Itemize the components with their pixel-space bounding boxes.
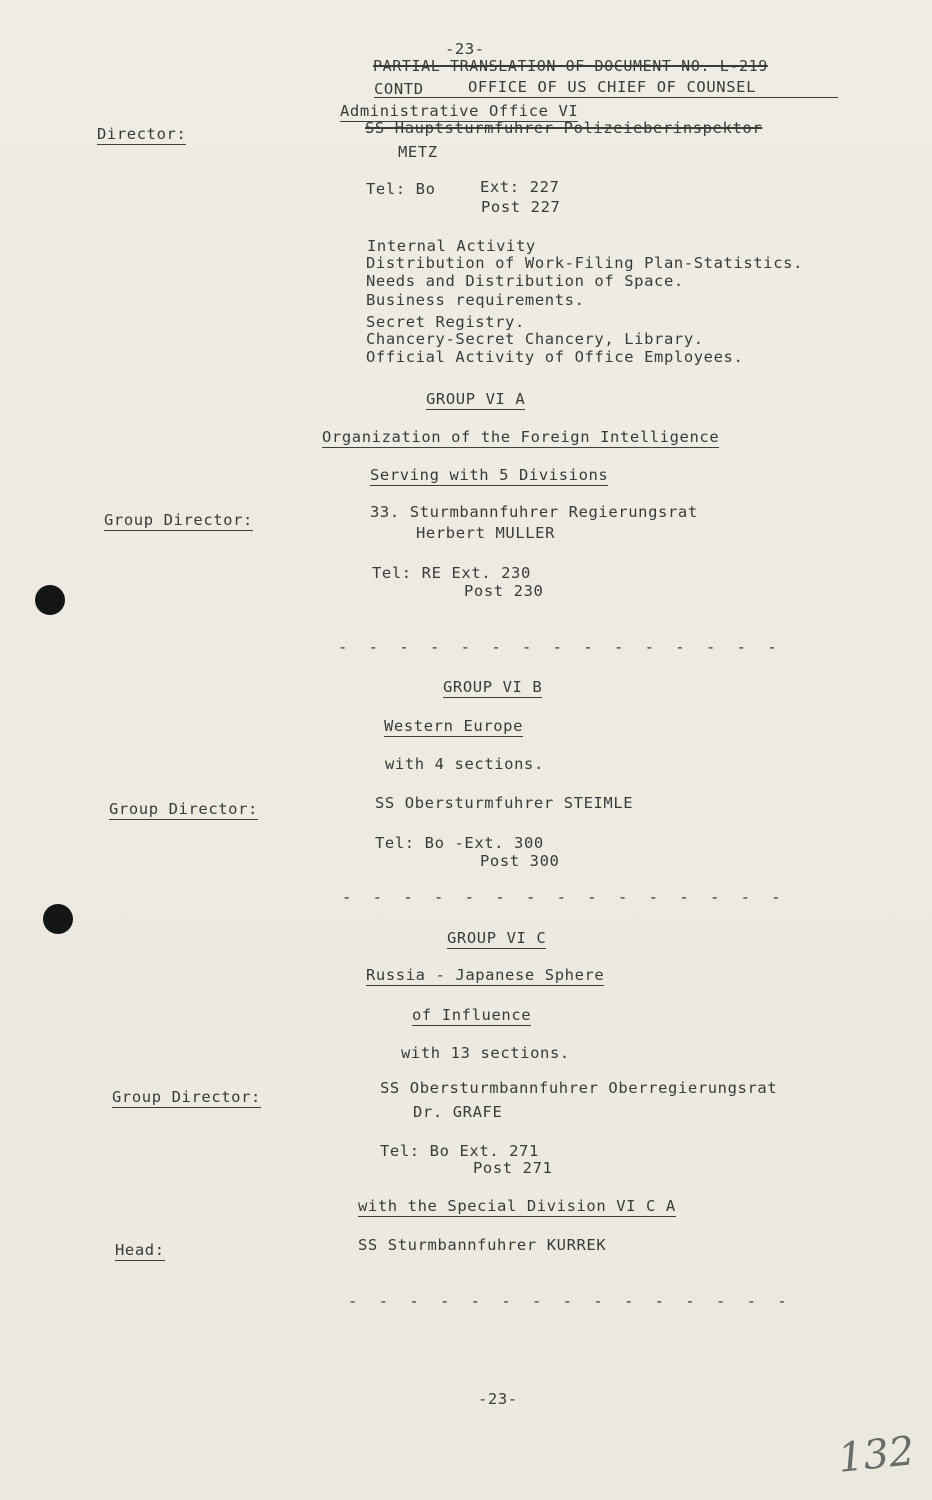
admin-post: Post 227 bbox=[481, 198, 561, 216]
director-name-line1: SS Hauptsturmfuhrer Polizeieberinspektor bbox=[365, 119, 763, 137]
activity-item: Business requirements. bbox=[366, 291, 585, 309]
section-separator: - - - - - - - - - - - - - - - bbox=[338, 638, 783, 656]
group-b-director: SS Obersturmfuhrer STEIMLE bbox=[375, 794, 634, 812]
group-c-director-label: Group Director: bbox=[112, 1088, 261, 1106]
group-a-divisions: Serving with 5 Divisions bbox=[370, 466, 609, 484]
group-b-post: Post 300 bbox=[480, 852, 560, 870]
admin-office-title: Administrative Office VI bbox=[340, 102, 579, 120]
group-a-tel: Tel: RE Ext. 230 bbox=[372, 564, 531, 582]
group-c-director-line2: Dr. GRAFE bbox=[413, 1103, 503, 1121]
group-c-subtitle-line1: Russia - Japanese Sphere bbox=[366, 966, 605, 984]
group-c-title: GROUP VI C bbox=[447, 929, 547, 947]
activity-item: Chancery-Secret Chancery, Library. bbox=[366, 330, 704, 348]
group-b-director-label: Group Director: bbox=[109, 800, 258, 818]
group-c-director-line1: SS Obersturmbannfuhrer Oberregierungsrat bbox=[380, 1079, 778, 1097]
handwritten-page-number: 132 bbox=[835, 1428, 917, 1482]
group-a-director-label: Group Director: bbox=[104, 511, 253, 529]
admin-ext: Ext: 227 bbox=[480, 178, 560, 196]
group-c-special-division: with the Special Division VI C A bbox=[358, 1197, 676, 1215]
group-c-sections: with 13 sections. bbox=[401, 1044, 570, 1062]
group-a-title: GROUP VI A bbox=[426, 390, 526, 408]
group-a-subtitle: Organization of the Foreign Intelligence bbox=[322, 428, 720, 446]
group-b-sections: with 4 sections. bbox=[385, 755, 544, 773]
group-a-director-line1: 33. Sturmbannfuhrer Regierungsrat bbox=[370, 503, 698, 521]
head-name: SS Sturmbannfuhrer KURREK bbox=[358, 1236, 607, 1254]
office-title: OFFICE OF US CHIEF OF COUNSEL bbox=[468, 78, 757, 96]
admin-tel: Tel: Bo bbox=[366, 180, 436, 198]
group-a-post: Post 230 bbox=[464, 582, 544, 600]
activity-item: Needs and Distribution of Space. bbox=[366, 272, 684, 290]
head-label: Head: bbox=[115, 1241, 165, 1259]
translation-title: PARTIAL TRANSLATION OF DOCUMENT NO. L-219 bbox=[373, 57, 768, 75]
group-b-title: GROUP VI B bbox=[443, 678, 543, 696]
director-name-line2: METZ bbox=[398, 143, 438, 161]
binder-hole bbox=[35, 585, 65, 615]
section-separator: - - - - - - - - - - - - - - - bbox=[348, 1292, 793, 1310]
group-c-tel: Tel: Bo Ext. 271 bbox=[380, 1142, 539, 1160]
activity-item: Official Activity of Office Employees. bbox=[366, 348, 744, 366]
activity-item: Internal Activity bbox=[367, 237, 536, 255]
activity-item: Secret Registry. bbox=[366, 313, 525, 331]
group-a-director-line2: Herbert MULLER bbox=[416, 524, 556, 542]
section-separator: - - - - - - - - - - - - - - - bbox=[342, 888, 787, 906]
group-c-subtitle-line2: of Influence bbox=[412, 1006, 532, 1024]
activity-item: Distribution of Work-Filing Plan-Statistics. bbox=[366, 254, 803, 272]
group-c-post: Post 271 bbox=[473, 1159, 553, 1177]
header-rule bbox=[374, 97, 838, 98]
group-b-tel: Tel: Bo -Ext. 300 bbox=[375, 834, 544, 852]
binder-hole bbox=[43, 904, 73, 934]
page-number-top: -23- bbox=[445, 40, 485, 58]
director-label: Director: bbox=[97, 125, 187, 143]
group-b-subtitle: Western Europe bbox=[384, 717, 524, 735]
page-number-bottom: -23- bbox=[478, 1390, 518, 1408]
contd-label: CONTD bbox=[374, 80, 424, 98]
